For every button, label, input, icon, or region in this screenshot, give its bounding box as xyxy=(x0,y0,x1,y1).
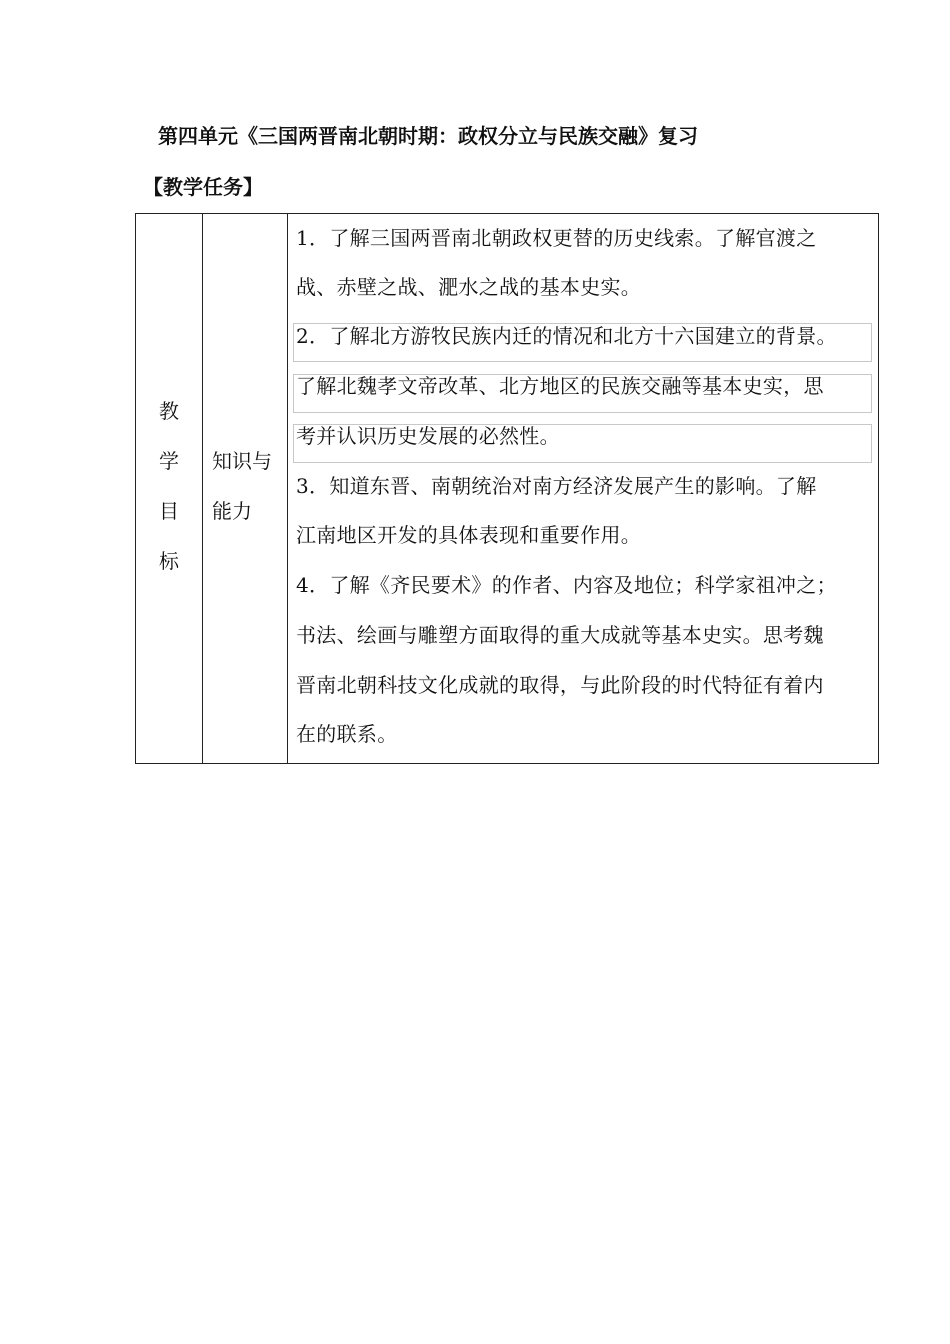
section-label: 【教学任务】 xyxy=(143,175,263,199)
content-cell xyxy=(288,214,878,763)
content-line: 晋南北朝科技文化成就的取得，与此阶段的时代特征有着内 xyxy=(296,673,824,697)
category-label: 知识与能力 xyxy=(212,448,272,523)
teaching-task-table xyxy=(135,213,879,764)
goal-cell xyxy=(136,214,202,763)
content-line: 考并认识历史发展的必然性。 xyxy=(296,424,560,448)
goal-char: 目 xyxy=(159,498,179,523)
goal-char: 学 xyxy=(159,448,179,473)
content-line: 了解北魏孝文帝改革、北方地区的民族交融等基本史实，思 xyxy=(296,374,824,398)
content-line: 3．知道东晋、南朝统治对南方经济发展产生的影响。了解 xyxy=(296,474,817,498)
goal-char: 教 xyxy=(159,398,179,423)
goal-label xyxy=(159,386,179,586)
content-line: 在的联系。 xyxy=(296,722,398,746)
content-line: 战、赤壁之战、淝水之战的基本史实。 xyxy=(296,275,642,299)
content-line: 4．了解《齐民要术》的作者、内容及地位；科学家祖冲之； xyxy=(296,573,837,597)
content-line: 1．了解三国两晋南北朝政权更替的历史线索。了解官渡之 xyxy=(296,226,817,250)
content-line: 江南地区开发的具体表现和重要作用。 xyxy=(296,523,642,547)
document-title: 第四单元《三国两晋南北朝时期：政权分立与民族交融》复习 xyxy=(158,124,698,148)
goal-char: 标 xyxy=(159,548,179,573)
content-line: 书法、绘画与雕塑方面取得的重大成就等基本史实。思考魏 xyxy=(296,623,824,647)
content-line: 2．了解北方游牧民族内迁的情况和北方十六国建立的背景。 xyxy=(296,324,837,348)
category-cell xyxy=(203,214,287,763)
